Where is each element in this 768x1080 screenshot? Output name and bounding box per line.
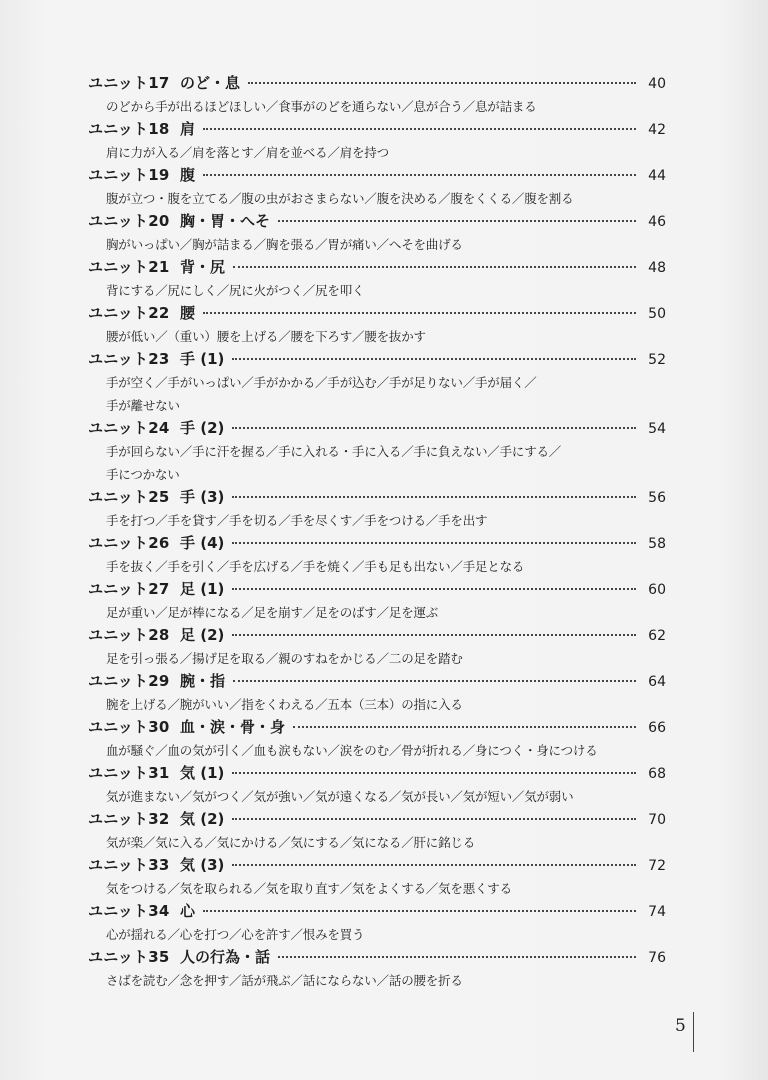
unit-number: ユニット29 (88, 672, 170, 690)
dot-leader (232, 358, 636, 360)
toc-entry (88, 348, 666, 417)
idiom-list: 手が離せない (106, 398, 180, 413)
unit-page-number: 54 (648, 421, 666, 437)
idiom-list: のどから手が出るほどほしい／食事がのどを通らない／息が合う／息が詰まる (106, 99, 537, 114)
toc-entry-heading (88, 762, 666, 785)
idiom-list: 手を抜く／手を引く／手を広げる／手を焼く／手も足も出ない／手足となる (106, 559, 525, 574)
unit-number: ユニット32 (88, 810, 170, 828)
toc-entry-heading (88, 670, 666, 693)
unit-number: ユニット25 (88, 488, 170, 506)
unit-page-number: 60 (648, 582, 666, 598)
toc-entry-heading (88, 256, 666, 279)
toc-entry-heading (88, 624, 666, 647)
toc-entry-heading (88, 302, 666, 325)
unit-title: 手 (4) (180, 534, 225, 552)
toc-entry (88, 900, 666, 946)
toc-entry-heading (88, 808, 666, 831)
toc-entry-heading (88, 532, 666, 555)
toc-entry (88, 762, 666, 808)
unit-page-number: 56 (648, 490, 666, 506)
unit-number: ユニット35 (88, 948, 170, 966)
toc-entry (88, 256, 666, 302)
dot-leader (278, 956, 636, 958)
unit-title: 胸・胃・へそ (180, 212, 271, 230)
dot-leader (232, 496, 636, 498)
dot-leader (293, 726, 636, 728)
idiom-list: 手につかない (106, 467, 180, 482)
unit-number: ユニット27 (88, 580, 170, 598)
unit-title: 足 (1) (180, 580, 225, 598)
toc-entry (88, 716, 666, 762)
dot-leader (232, 427, 636, 429)
toc-entry-heading (88, 578, 666, 601)
unit-number: ユニット23 (88, 350, 170, 368)
toc-entry-heading (88, 486, 666, 509)
unit-title: のど・息 (180, 74, 241, 92)
unit-title: 心 (180, 902, 196, 920)
dot-leader (233, 680, 636, 682)
unit-title: 人の行為・話 (180, 948, 271, 966)
unit-number: ユニット24 (88, 419, 170, 437)
toc-entry (88, 808, 666, 854)
table-of-contents (88, 72, 666, 992)
unit-number: ユニット33 (88, 856, 170, 874)
unit-page-number: 40 (648, 76, 666, 92)
unit-page-number: 44 (648, 168, 666, 184)
unit-number: ユニット28 (88, 626, 170, 644)
dot-leader (232, 864, 636, 866)
unit-number: ユニット31 (88, 764, 170, 782)
idiom-list: 腕を上げる／腕がいい／指をくわえる／五本（三本）の指に入る (106, 697, 463, 712)
toc-entry (88, 670, 666, 716)
unit-number: ユニット30 (88, 718, 170, 736)
idiom-list: 背にする／尻にしく／尻に火がつく／尻を叩く (106, 283, 365, 298)
unit-page-number: 50 (648, 306, 666, 322)
toc-entry (88, 72, 666, 118)
unit-title: 血・涙・骨・身 (180, 718, 286, 736)
unit-title: 背・尻 (180, 258, 226, 276)
unit-title: 手 (1) (180, 350, 225, 368)
dot-leader (203, 128, 636, 130)
unit-page-number: 58 (648, 536, 666, 552)
unit-page-number: 68 (648, 766, 666, 782)
unit-page-number: 70 (648, 812, 666, 828)
toc-entry-heading (88, 72, 666, 95)
unit-title: 足 (2) (180, 626, 225, 644)
toc-entry (88, 210, 666, 256)
dot-leader (203, 312, 636, 314)
unit-title: 腰 (180, 304, 196, 322)
unit-page-number: 76 (648, 950, 666, 966)
toc-entry-heading (88, 118, 666, 141)
toc-entry-heading (88, 164, 666, 187)
idiom-list: 肩に力が入る／肩を落とす／肩を並べる／肩を持つ (106, 145, 389, 160)
unit-title: 気 (3) (180, 856, 225, 874)
unit-number: ユニット21 (88, 258, 170, 276)
dot-leader (232, 818, 636, 820)
unit-page-number: 48 (648, 260, 666, 276)
idiom-list: 足を引っ張る／揚げ足を取る／親のすねをかじる／二の足を踏む (106, 651, 463, 666)
idiom-list: 腰が低い／（重い）腰を上げる／腰を下ろす／腰を抜かす (106, 329, 426, 344)
dot-leader (248, 82, 636, 84)
dot-leader (278, 220, 636, 222)
unit-page-number: 46 (648, 214, 666, 230)
idiom-list: 手を打つ／手を貸す／手を切る／手を尽くす／手をつける／手を出す (106, 513, 488, 528)
unit-page-number: 72 (648, 858, 666, 874)
toc-entry (88, 624, 666, 670)
unit-page-number: 64 (648, 674, 666, 690)
dot-leader (203, 910, 636, 912)
idiom-list: 気をつける／気を取られる／気を取り直す／気をよくする／気を悪くする (106, 881, 512, 896)
toc-entry-heading (88, 348, 666, 371)
unit-title: 手 (2) (180, 419, 225, 437)
unit-number: ユニット26 (88, 534, 170, 552)
unit-title: 気 (1) (180, 764, 225, 782)
unit-page-number: 52 (648, 352, 666, 368)
dot-leader (232, 772, 636, 774)
toc-entry-heading (88, 900, 666, 923)
unit-title: 気 (2) (180, 810, 225, 828)
idiom-list: 腹が立つ・腹を立てる／腹の虫がおさまらない／腹を決める／腹をくくる／腹を割る (106, 191, 574, 206)
toc-entry (88, 164, 666, 210)
idiom-list: 気が楽／気に入る／気にかける／気にする／気になる／肝に銘じる (106, 835, 476, 850)
idiom-list: 胸がいっぱい／胸が詰まる／胸を張る／胃が痛い／へそを曲げる (106, 237, 463, 252)
unit-page-number: 62 (648, 628, 666, 644)
toc-entry (88, 946, 666, 992)
dot-leader (232, 588, 636, 590)
toc-entry-heading (88, 716, 666, 739)
unit-number: ユニット19 (88, 166, 170, 184)
idiom-list: さばを読む／念を押す／話が飛ぶ／話にならない／話の腰を折る (106, 973, 463, 988)
toc-entry (88, 854, 666, 900)
folio-rule (693, 1012, 694, 1052)
toc-entry (88, 417, 666, 486)
unit-number: ユニット18 (88, 120, 170, 138)
unit-number: ユニット17 (88, 74, 170, 92)
unit-title: 腹 (180, 166, 196, 184)
toc-entry (88, 302, 666, 348)
unit-page-number: 74 (648, 904, 666, 920)
toc-entry (88, 118, 666, 164)
toc-entry (88, 532, 666, 578)
unit-title: 腕・指 (180, 672, 226, 690)
unit-number: ユニット22 (88, 304, 170, 322)
dot-leader (203, 174, 636, 176)
unit-page-number: 66 (648, 720, 666, 736)
toc-entry-heading (88, 854, 666, 877)
dot-leader (232, 542, 636, 544)
unit-title: 手 (3) (180, 488, 225, 506)
dot-leader (233, 266, 636, 268)
toc-entry-heading (88, 417, 666, 440)
unit-number: ユニット34 (88, 902, 170, 920)
toc-entry (88, 486, 666, 532)
idiom-list: 血が騒ぐ／血の気が引く／血も涙もない／涙をのむ／骨が折れる／身につく・身につける (106, 743, 598, 758)
idiom-list: 足が重い／足が棒になる／足を崩す／足をのばす／足を運ぶ (106, 605, 439, 620)
toc-entry-heading (88, 946, 666, 969)
toc-entry (88, 578, 666, 624)
toc-entry-heading (88, 210, 666, 233)
page-number: 5 (675, 1016, 686, 1036)
idiom-list: 気が進まない／気がつく／気が強い／気が遠くなる／気が長い／気が短い／気が弱い (106, 789, 574, 804)
idiom-list: 手が空く／手がいっぱい／手がかかる／手が込む／手が足りない／手が届く／ (106, 375, 537, 390)
dot-leader (232, 634, 636, 636)
idiom-list: 手が回らない／手に汗を握る／手に入れる・手に入る／手に負えない／手にする／ (106, 444, 562, 459)
unit-page-number: 42 (648, 122, 666, 138)
unit-number: ユニット20 (88, 212, 170, 230)
unit-title: 肩 (180, 120, 196, 138)
idiom-list: 心が揺れる／心を打つ／心を許す／恨みを買う (106, 927, 365, 942)
